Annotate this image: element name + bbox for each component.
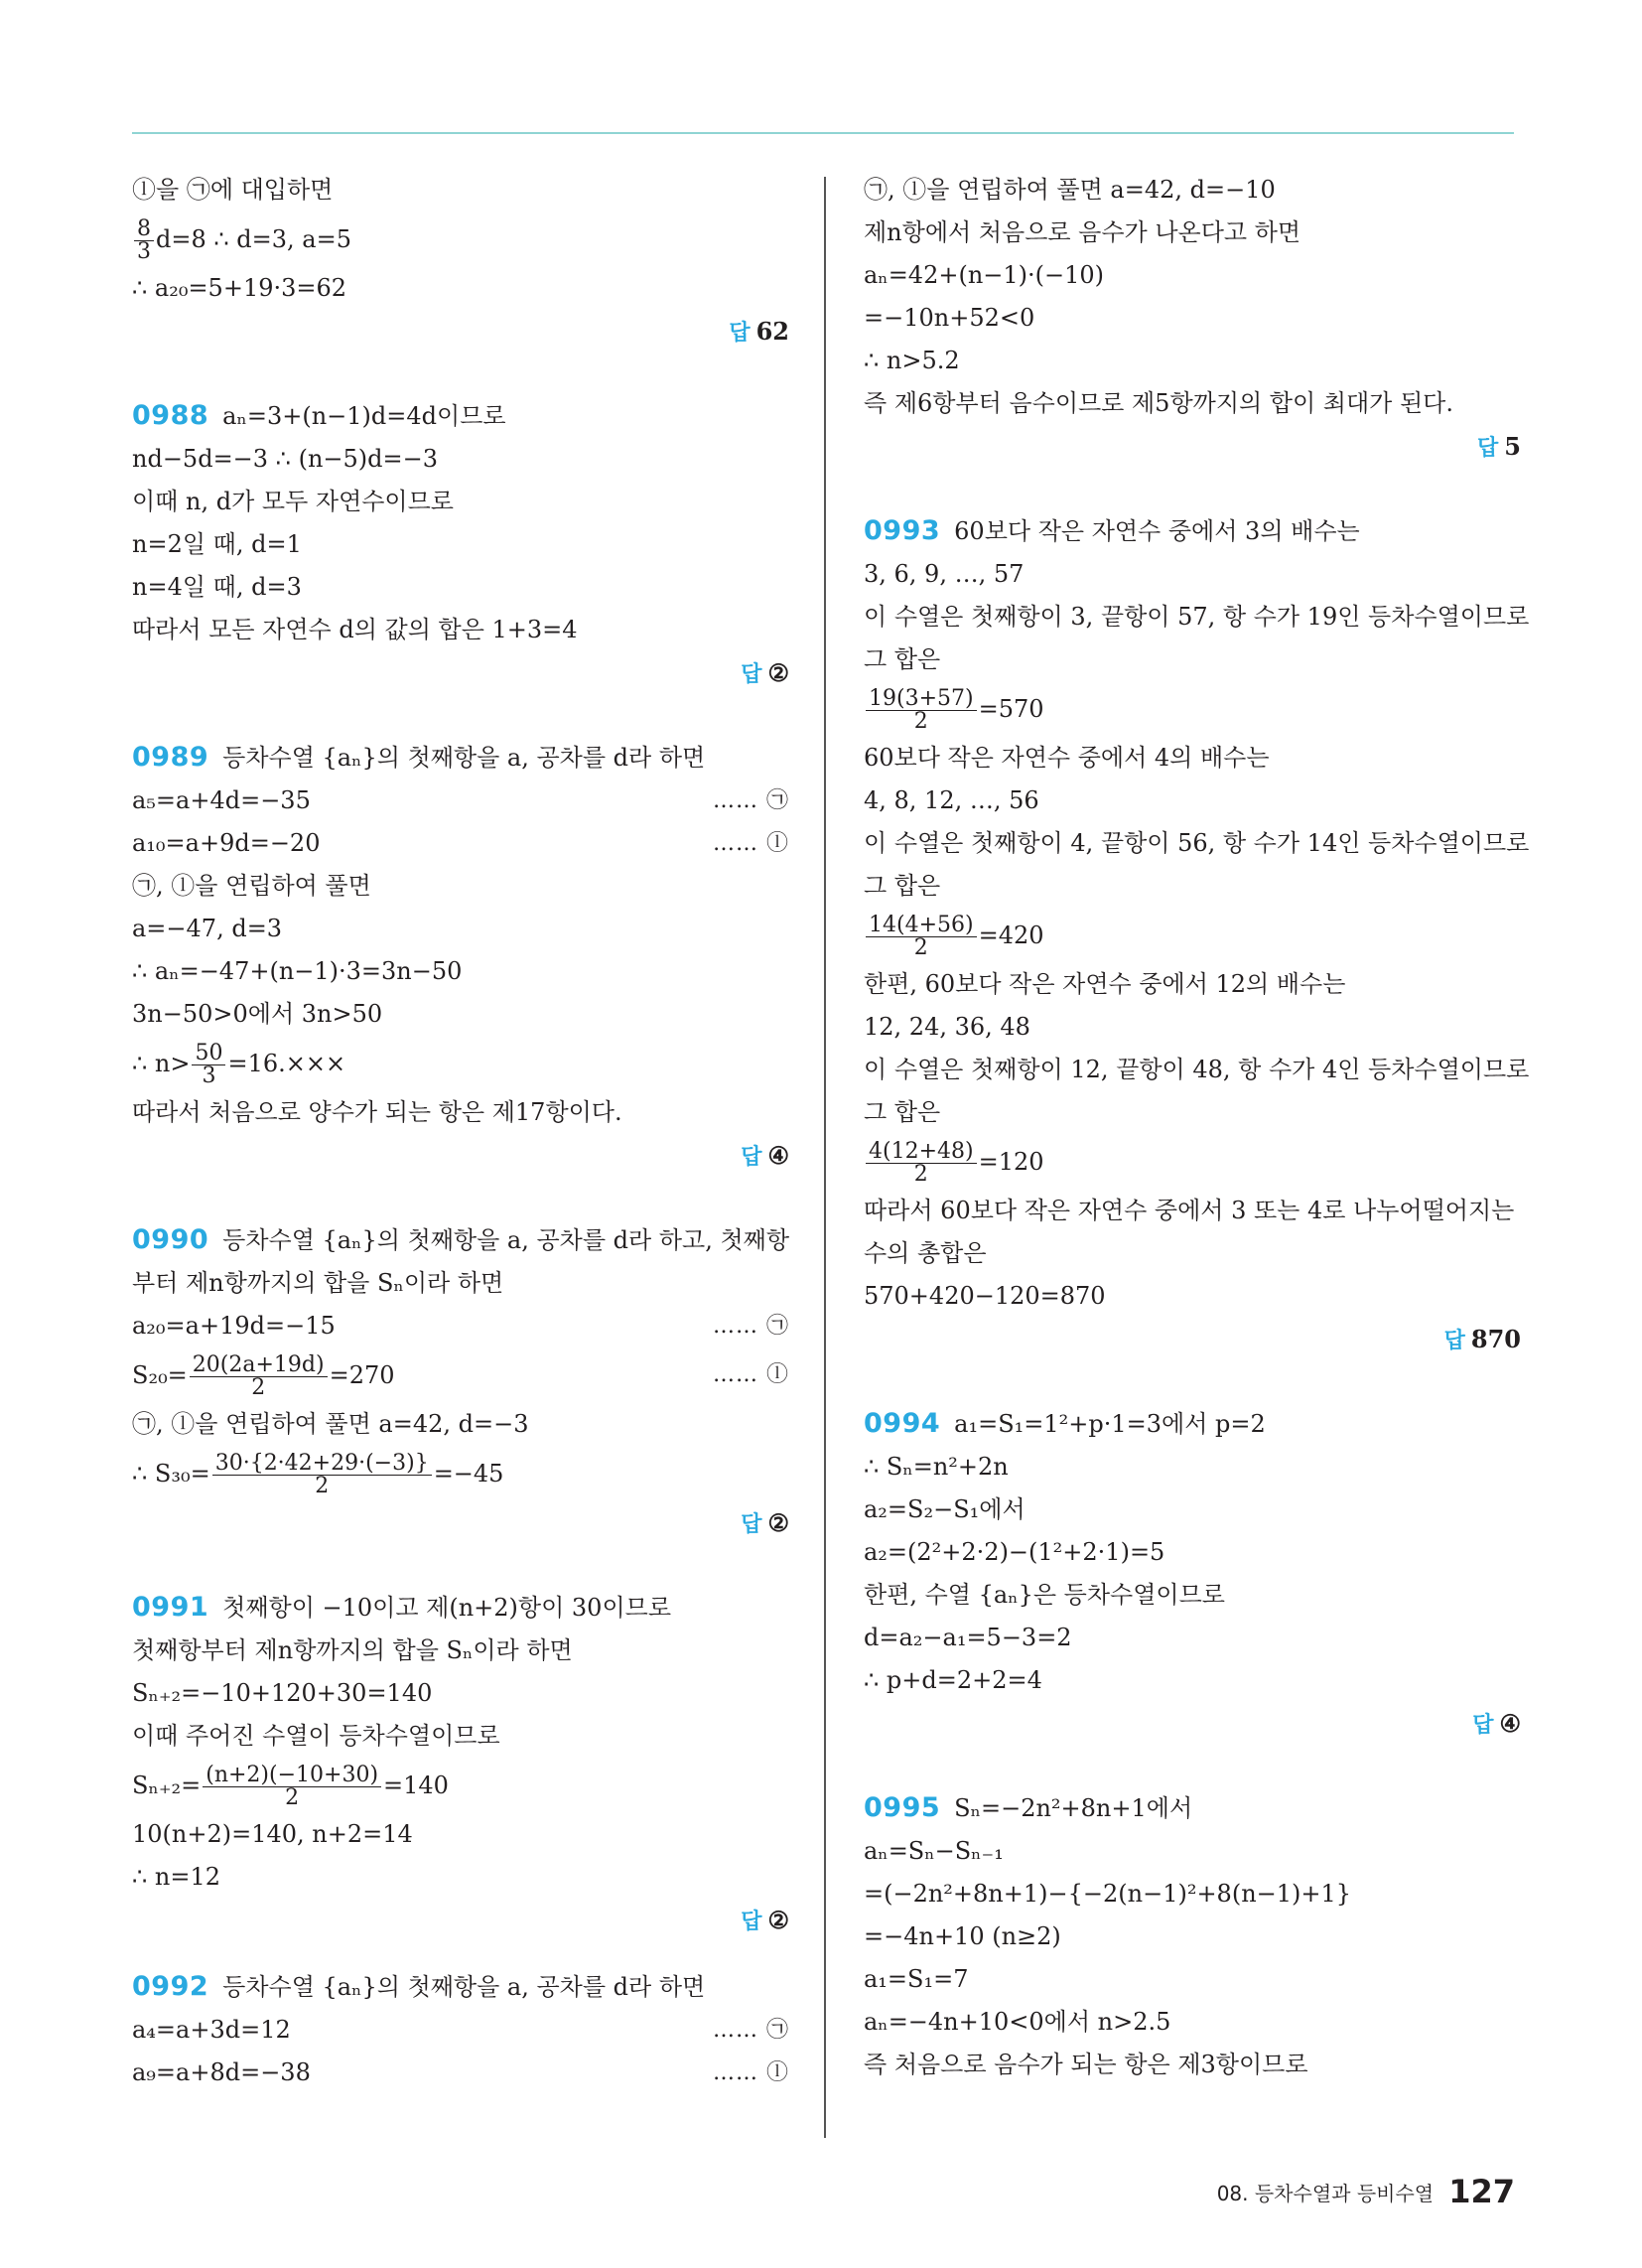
text-line — [864, 1786, 1521, 1830]
answer — [864, 1702, 1521, 1747]
fraction-denominator: 3 — [137, 239, 151, 264]
answer-label: 답 — [729, 321, 751, 346]
fraction-numerator: 8 — [134, 218, 154, 241]
expression: Sₙ=−2n²+8n+1에서 — [954, 1794, 1193, 1822]
problem-number: 0994 — [864, 1408, 941, 1439]
expression: 첫째항이 −10이고 제(n+2)항이 30이므로 — [222, 1594, 672, 1622]
fraction — [866, 915, 977, 959]
page-number: 127 — [1448, 2173, 1515, 2210]
fraction-denominator: 2 — [913, 935, 928, 960]
answer — [132, 1899, 789, 1943]
equation-tag: …… ⓛ — [713, 2060, 789, 2085]
text-line: n=4일 때, d=3 — [132, 573, 302, 601]
chapter-title: 08. 등차수열과 등비수열 — [1216, 2181, 1435, 2205]
solution-cont-left — [132, 169, 789, 354]
text-line: 즉 제6항부터 음수이므로 제5항까지의 합이 최대가 된다. — [864, 389, 1453, 417]
answer-value: ④ — [1499, 1709, 1521, 1738]
text-line — [132, 1036, 789, 1091]
expression: =270 — [329, 1361, 395, 1389]
fraction-denominator: 2 — [285, 1785, 300, 1810]
text-line — [132, 1305, 789, 1347]
fraction-numerator: 20(2a+19d) — [190, 1354, 328, 1377]
column-divider — [824, 177, 826, 2138]
left-column — [132, 169, 789, 2094]
answer — [864, 425, 1521, 470]
problem-number: 0991 — [132, 1592, 209, 1623]
text-line: 즉 처음으로 음수가 되는 항은 제3항이므로 — [864, 2051, 1308, 2078]
problem-number: 0992 — [132, 1971, 209, 2002]
fraction — [190, 1354, 328, 1399]
expression: 등차수열 {aₙ}의 첫째항을 a, 공차를 d라 하면 — [222, 744, 706, 772]
answer-value: 870 — [1470, 1325, 1521, 1353]
text-line: ㉠, ⓛ을 연립하여 풀면 a=42, d=−3 — [132, 1410, 529, 1438]
solution-0990 — [132, 1218, 789, 1546]
header-rule — [132, 132, 1514, 134]
text-line: 570+420−120=870 — [864, 1282, 1106, 1310]
text-line: aₙ=Sₙ−Sₙ₋₁ — [864, 1837, 1004, 1865]
answer-value: 62 — [755, 317, 789, 346]
text-line — [864, 1402, 1521, 1446]
text-line: 이 수열은 첫째항이 4, 끝항이 56, 항 수가 14인 등차수열이므로 — [864, 829, 1530, 857]
expression: =−45 — [433, 1460, 504, 1488]
answer-label: 답 — [741, 1145, 762, 1170]
fraction-denominator: 2 — [913, 1162, 928, 1187]
solution-0994 — [864, 1402, 1521, 1747]
text-line: 그 합은 — [864, 645, 941, 673]
solution-0991 — [132, 1586, 789, 1943]
text-line: 12, 24, 36, 48 — [864, 1013, 1030, 1041]
expression: a₉=a+8d=−38 — [132, 2058, 311, 2086]
fraction — [203, 1765, 381, 1809]
solution-0995 — [864, 1786, 1521, 2086]
answer — [864, 1318, 1521, 1362]
text-line — [132, 780, 789, 822]
answer-value: ④ — [767, 1141, 789, 1170]
text-line — [864, 509, 1521, 553]
answer-value: ② — [767, 1906, 789, 1934]
text-line: 3n−50>0에서 3n>50 — [132, 1000, 383, 1028]
answer — [132, 651, 789, 696]
fraction — [212, 1453, 432, 1497]
text-line: ∴ n=12 — [132, 1863, 221, 1891]
expression: 등차수열 {aₙ}의 첫째항을 a, 공차를 d라 하면 — [222, 1973, 706, 2001]
expression: 등차수열 {aₙ}의 첫째항을 a, 공차를 d라 하고, 첫째항 — [222, 1226, 790, 1254]
expression: a₂₀=a+19d=−15 — [132, 1312, 336, 1340]
text-line: 부터 제n항까지의 합을 Sₙ이라 하면 — [132, 1269, 504, 1297]
answer-label: 답 — [1443, 1329, 1465, 1353]
answer-value: ② — [767, 1508, 789, 1537]
equation-tag: …… ㉠ — [713, 1314, 789, 1339]
equation-tag: …… ㉠ — [713, 2018, 789, 2043]
problem-number: 0995 — [864, 1792, 941, 1823]
text-line: aₙ=42+(n−1)·(−10) — [864, 261, 1105, 289]
answer-label: 답 — [741, 662, 762, 687]
answer-label: 답 — [741, 1910, 762, 1934]
expression: a₄=a+3d=12 — [132, 2016, 291, 2044]
text-line — [132, 2052, 789, 2094]
text-line: ∴ a₂₀=5+19·3=62 — [132, 274, 347, 302]
solution-0989 — [132, 736, 789, 1179]
text-line: Sₙ₊₂=−10+120+30=140 — [132, 1679, 433, 1707]
text-line: 60보다 작은 자연수 중에서 4의 배수는 — [864, 744, 1270, 772]
solution-0992 — [132, 1965, 789, 2094]
text-line: =(−2n²+8n+1)−{−2(n−1)²+8(n−1)+1} — [864, 1880, 1352, 1908]
text-line: a₂=(2²+2·2)−(1²+2·1)=5 — [864, 1538, 1165, 1566]
text-line: 첫째항부터 제n항까지의 합을 Sₙ이라 하면 — [132, 1636, 573, 1664]
text-line: d=a₂−a₁=5−3=2 — [864, 1624, 1072, 1651]
fraction-numerator: 14(4+56) — [866, 915, 977, 937]
fraction — [866, 1141, 977, 1186]
expression: a₁=S₁=1²+p·1=3에서 p=2 — [954, 1410, 1266, 1438]
fraction-denominator: 3 — [202, 1063, 216, 1088]
text-line: 3, 6, 9, …, 57 — [864, 560, 1025, 588]
answer — [132, 1501, 789, 1546]
text-line — [864, 681, 1521, 737]
answer-label: 답 — [1472, 1713, 1494, 1738]
text-line: ∴ n>5.2 — [864, 347, 960, 374]
text-line: 이 수열은 첫째항이 3, 끝항이 57, 항 수가 19인 등차수열이므로 — [864, 603, 1530, 631]
text-line: ∴ p+d=2+2=4 — [864, 1666, 1042, 1694]
text-line: 따라서 처음으로 양수가 되는 항은 제17항이다. — [132, 1098, 622, 1126]
text-line: ㉠, ⓛ을 연립하여 풀면 a=42, d=−10 — [864, 176, 1276, 204]
text-line — [132, 212, 789, 267]
expression: S₂₀= — [132, 1361, 188, 1389]
text-line — [132, 394, 789, 438]
text-line: 이때 주어진 수열이 등차수열이므로 — [132, 1722, 500, 1750]
expression: =140 — [383, 1772, 449, 1799]
answer-label: 답 — [1477, 436, 1499, 461]
text-line — [132, 1586, 789, 1630]
text-line — [132, 1446, 789, 1501]
fraction — [134, 218, 154, 263]
text-line — [132, 1758, 789, 1813]
fraction — [192, 1043, 225, 1087]
problem-number: 0993 — [864, 515, 941, 546]
fraction-denominator: 2 — [913, 709, 928, 734]
text-line: ∴ Sₙ=n²+2n — [864, 1453, 1009, 1481]
answer — [132, 1134, 789, 1179]
fraction-numerator: 50 — [192, 1043, 225, 1065]
solution-0988 — [132, 394, 789, 696]
expression: a₁₀=a+9d=−20 — [132, 829, 321, 857]
text-line: 4, 8, 12, …, 56 — [864, 786, 1039, 814]
text-line: nd−5d=−3 ∴ (n−5)d=−3 — [132, 445, 438, 473]
text-line: a₂=S₂−S₁에서 — [864, 1495, 1026, 1523]
text-line: ㉠, ⓛ을 연립하여 풀면 — [132, 872, 371, 900]
fraction-numerator: 30·{2·42+29·(−3)} — [212, 1453, 432, 1476]
answer-label: 답 — [741, 1512, 762, 1537]
expression: =570 — [978, 695, 1044, 723]
expression: aₙ=3+(n−1)d=4d이므로 — [222, 402, 506, 430]
text-line: 제n항에서 처음으로 음수가 나온다고 하면 — [864, 218, 1301, 246]
text-line: 10(n+2)=140, n+2=14 — [132, 1820, 413, 1848]
expression: 60보다 작은 자연수 중에서 3의 배수는 — [954, 517, 1360, 545]
text-line: =−4n+10 (n≥2) — [864, 1922, 1061, 1950]
answer-value: 5 — [1504, 432, 1521, 461]
answer-value: ② — [767, 658, 789, 687]
solution-0993 — [864, 509, 1530, 1362]
text-line: 따라서 60보다 작은 자연수 중에서 3 또는 4로 나누어떨어지는 — [864, 1197, 1515, 1224]
problem-number: 0988 — [132, 400, 209, 431]
fraction-numerator: 4(12+48) — [866, 1141, 977, 1164]
text-line — [132, 822, 789, 865]
text-line: aₙ=−4n+10<0에서 n>2.5 — [864, 2008, 1171, 2036]
problem-number: 0989 — [132, 742, 209, 773]
fraction-denominator: 2 — [251, 1375, 266, 1400]
text-line — [132, 1218, 789, 1262]
text-line: ⓛ을 ㉠에 대입하면 — [132, 176, 334, 204]
fraction-numerator: 19(3+57) — [866, 688, 977, 711]
expression: =120 — [978, 1148, 1044, 1176]
text-line — [132, 1347, 789, 1403]
text-line: a₁=S₁=7 — [864, 1965, 969, 1993]
expression: =16.××× — [227, 1050, 346, 1077]
problem-number: 0990 — [132, 1224, 209, 1255]
equation-tag: …… ㉠ — [713, 788, 789, 813]
text-line — [864, 908, 1521, 963]
fraction-numerator: (n+2)(−10+30) — [203, 1765, 381, 1787]
answer — [132, 310, 789, 354]
fraction-denominator: 2 — [315, 1474, 330, 1498]
equation-tag: …… ⓛ — [713, 1362, 789, 1387]
text-line: 그 합은 — [864, 872, 941, 900]
text-line: 따라서 모든 자연수 d의 값의 합은 1+3=4 — [132, 616, 578, 643]
expression: Sₙ₊₂= — [132, 1772, 202, 1799]
text-line: n=2일 때, d=1 — [132, 530, 302, 558]
expression: =420 — [978, 921, 1044, 949]
fraction — [866, 688, 977, 733]
solution-cont-right — [864, 169, 1521, 470]
text-line — [132, 2009, 789, 2052]
expression: ∴ n> — [132, 1050, 191, 1077]
text-line: 이때 n, d가 모두 자연수이므로 — [132, 488, 454, 515]
expression: a₅=a+4d=−35 — [132, 786, 311, 814]
text-line: 이 수열은 첫째항이 12, 끝항이 48, 항 수가 4인 등차수열이므로 — [864, 1056, 1530, 1083]
text-line — [132, 736, 789, 780]
text-line: 한편, 수열 {aₙ}은 등차수열이므로 — [864, 1581, 1225, 1609]
text-line: ∴ aₙ=−47+(n−1)·3=3n−50 — [132, 957, 463, 985]
page-footer — [1217, 2173, 1515, 2210]
text-line: 한편, 60보다 작은 자연수 중에서 12의 배수는 — [864, 970, 1346, 998]
text-line: 그 합은 — [864, 1098, 941, 1126]
text-line: =−10n+52<0 — [864, 304, 1035, 332]
right-column — [864, 169, 1530, 2086]
text-line: 수의 총합은 — [864, 1239, 987, 1267]
text-line — [132, 1965, 789, 2009]
text-line — [864, 1134, 1521, 1190]
equation-tag: …… ⓛ — [713, 831, 789, 856]
text-line: a=−47, d=3 — [132, 915, 283, 942]
expression: d=8 ∴ d=3, a=5 — [156, 225, 351, 253]
expression: ∴ S₃₀= — [132, 1460, 210, 1488]
